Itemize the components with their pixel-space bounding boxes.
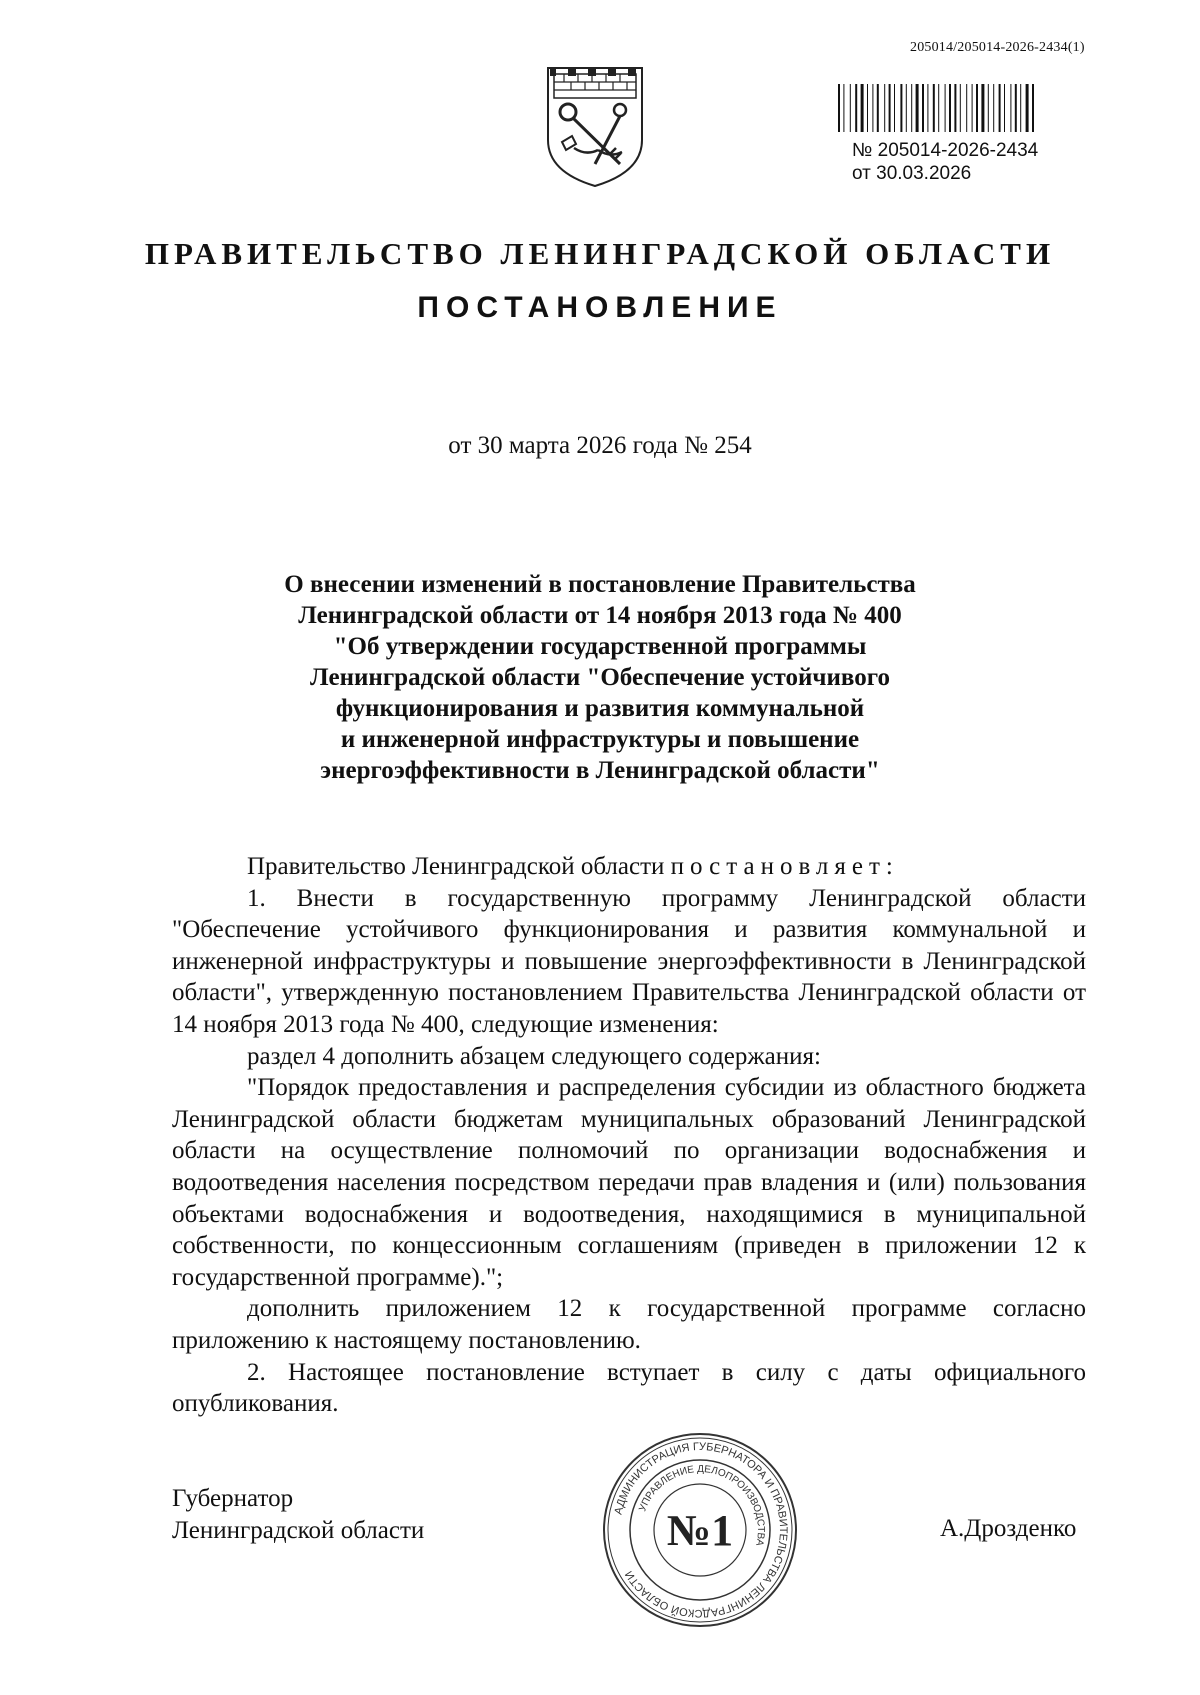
barcode-bar xyxy=(916,84,919,132)
barcode-bar xyxy=(889,84,891,132)
signer-name: А.Дрозденко xyxy=(940,1515,1077,1542)
barcode-bar xyxy=(960,84,961,132)
barcode-bar xyxy=(949,84,951,132)
barcode-bar xyxy=(927,84,928,132)
barcode-bar xyxy=(945,84,946,132)
barcode-bar xyxy=(843,84,844,132)
coat-of-arms-icon xyxy=(540,60,650,190)
seal-number: №1 xyxy=(666,1505,734,1555)
barcode-bar xyxy=(884,84,885,132)
subject-line: "Об утверждении государственной программы xyxy=(333,633,867,660)
paragraph-item-2: 2. Настоящее постановление вступает в силу с даты официального опубликования. xyxy=(172,1358,1086,1418)
seal-inner-text: УПРАВЛЕНИЕ ДЕЛОПРОИЗВОДСТВА xyxy=(637,1463,767,1547)
barcode-bar xyxy=(1032,84,1034,132)
barcode xyxy=(838,84,1104,132)
barcode-bar xyxy=(850,84,851,132)
subject-line: энергоэффективности в Ленинградской области" xyxy=(320,757,880,784)
resolution-intro xyxy=(172,851,1086,883)
intro-verb: постановляет: xyxy=(670,853,899,880)
subject-line: функционирования и развития коммунальной xyxy=(335,695,865,722)
registration-date: от 30.03.2026 xyxy=(852,163,972,184)
signer-title-line: Ленинградской области xyxy=(172,1517,425,1544)
barcode-bar xyxy=(877,84,879,132)
document-type: ПОСТАНОВЛЕНИЕ xyxy=(417,291,783,324)
organization-title: ПРАВИТЕЛЬСТВО ЛЕНИНГРАДСКОЙ ОБЛАСТИ xyxy=(144,236,1056,271)
document-reference-code: 205014/205014-2026-2434(1) xyxy=(910,40,1085,55)
seal-ring-text: АДМИНИСТРАЦИЯ ГУБЕРНАТОРА И ПРАВИТЕЛЬСТВА ЛЕНИНГРАДСКОЙ ОБЛАСТИ xyxy=(612,1440,790,1620)
barcode-bar xyxy=(1015,84,1017,132)
paragraph-appendix: дополнить приложением 12 к государственной программе согласно приложению к настоящему постановлению. xyxy=(172,1295,1086,1354)
barcode-bar xyxy=(966,84,967,132)
barcode-bar xyxy=(867,84,868,132)
paragraph-section-4: раздел 4 дополнить абзацем следующего содержания: xyxy=(247,1042,821,1070)
barcode-bar xyxy=(894,84,895,132)
barcode-bar xyxy=(1004,84,1005,132)
subject-line: Ленинградской области от 14 ноября 2013 года № 400 xyxy=(298,602,902,629)
barcode-bar xyxy=(981,84,984,132)
barcode-bar xyxy=(922,84,924,132)
document-body xyxy=(172,851,1086,1420)
barcode-bar xyxy=(938,84,939,132)
document-date-number: от 30 марта 2026 года № 254 xyxy=(448,432,752,459)
barcode-bar xyxy=(1026,84,1029,132)
barcode-bar xyxy=(1010,84,1011,132)
barcode-bar xyxy=(976,84,978,132)
signer-title-line: Губернатор xyxy=(172,1485,294,1512)
barcode-bar xyxy=(838,84,840,132)
barcode-bar xyxy=(911,84,912,132)
barcode-bar xyxy=(999,84,1001,132)
signer-title xyxy=(172,1483,424,1547)
barcode-bar xyxy=(906,84,907,132)
barcode-bar xyxy=(872,84,873,132)
subject-line: и инженерной инфраструктуры и повышение xyxy=(340,726,860,753)
subject-line: О внесении изменений в постановление Правительства xyxy=(284,571,916,598)
document-subject xyxy=(160,569,1040,786)
barcode-bar xyxy=(900,84,902,132)
barcode-bar xyxy=(855,84,857,132)
barcode-bar xyxy=(954,84,956,132)
barcode-bar xyxy=(933,84,935,132)
registration-number: № 205014-2026-2434 xyxy=(852,140,1039,161)
barcode-bar xyxy=(988,84,989,132)
barcode-bar xyxy=(1020,84,1021,132)
paragraph-item-1: 1. Внести в государственную программу Ленинградской области "Обеспечение устойчивого функционирования и развития коммунальной и инженерной инфраструктуры и повышение энергоэффективности в Ленинградской области", утвержденную постановлением Правительства Ленинградской области от 14 ноября 2013 года № 400, следующие изменения: xyxy=(172,884,1086,1038)
paragraph-quoted-text: "Порядок предоставления и распределения субсидии из областного бюджета Ленинградской области бюджетам муниципальных образований Ленинградской области на осуществление полномочий по организации водоснабжения и водоотведения населения посредством передачи прав владения и (или) пользования объектами водоснабжения и водоотведения, находящимися в муниципальной собственности, по концессионным соглашениям (приведен в приложении 12 к государственной программе)."; xyxy=(172,1074,1086,1291)
barcode-bar xyxy=(861,84,864,132)
subject-line: Ленинградской области "Обеспечение устойчивого xyxy=(310,664,890,691)
barcode-bar xyxy=(972,84,973,132)
intro-subject: Правительство Ленинградской области xyxy=(247,853,665,880)
barcode-bar xyxy=(993,84,994,132)
